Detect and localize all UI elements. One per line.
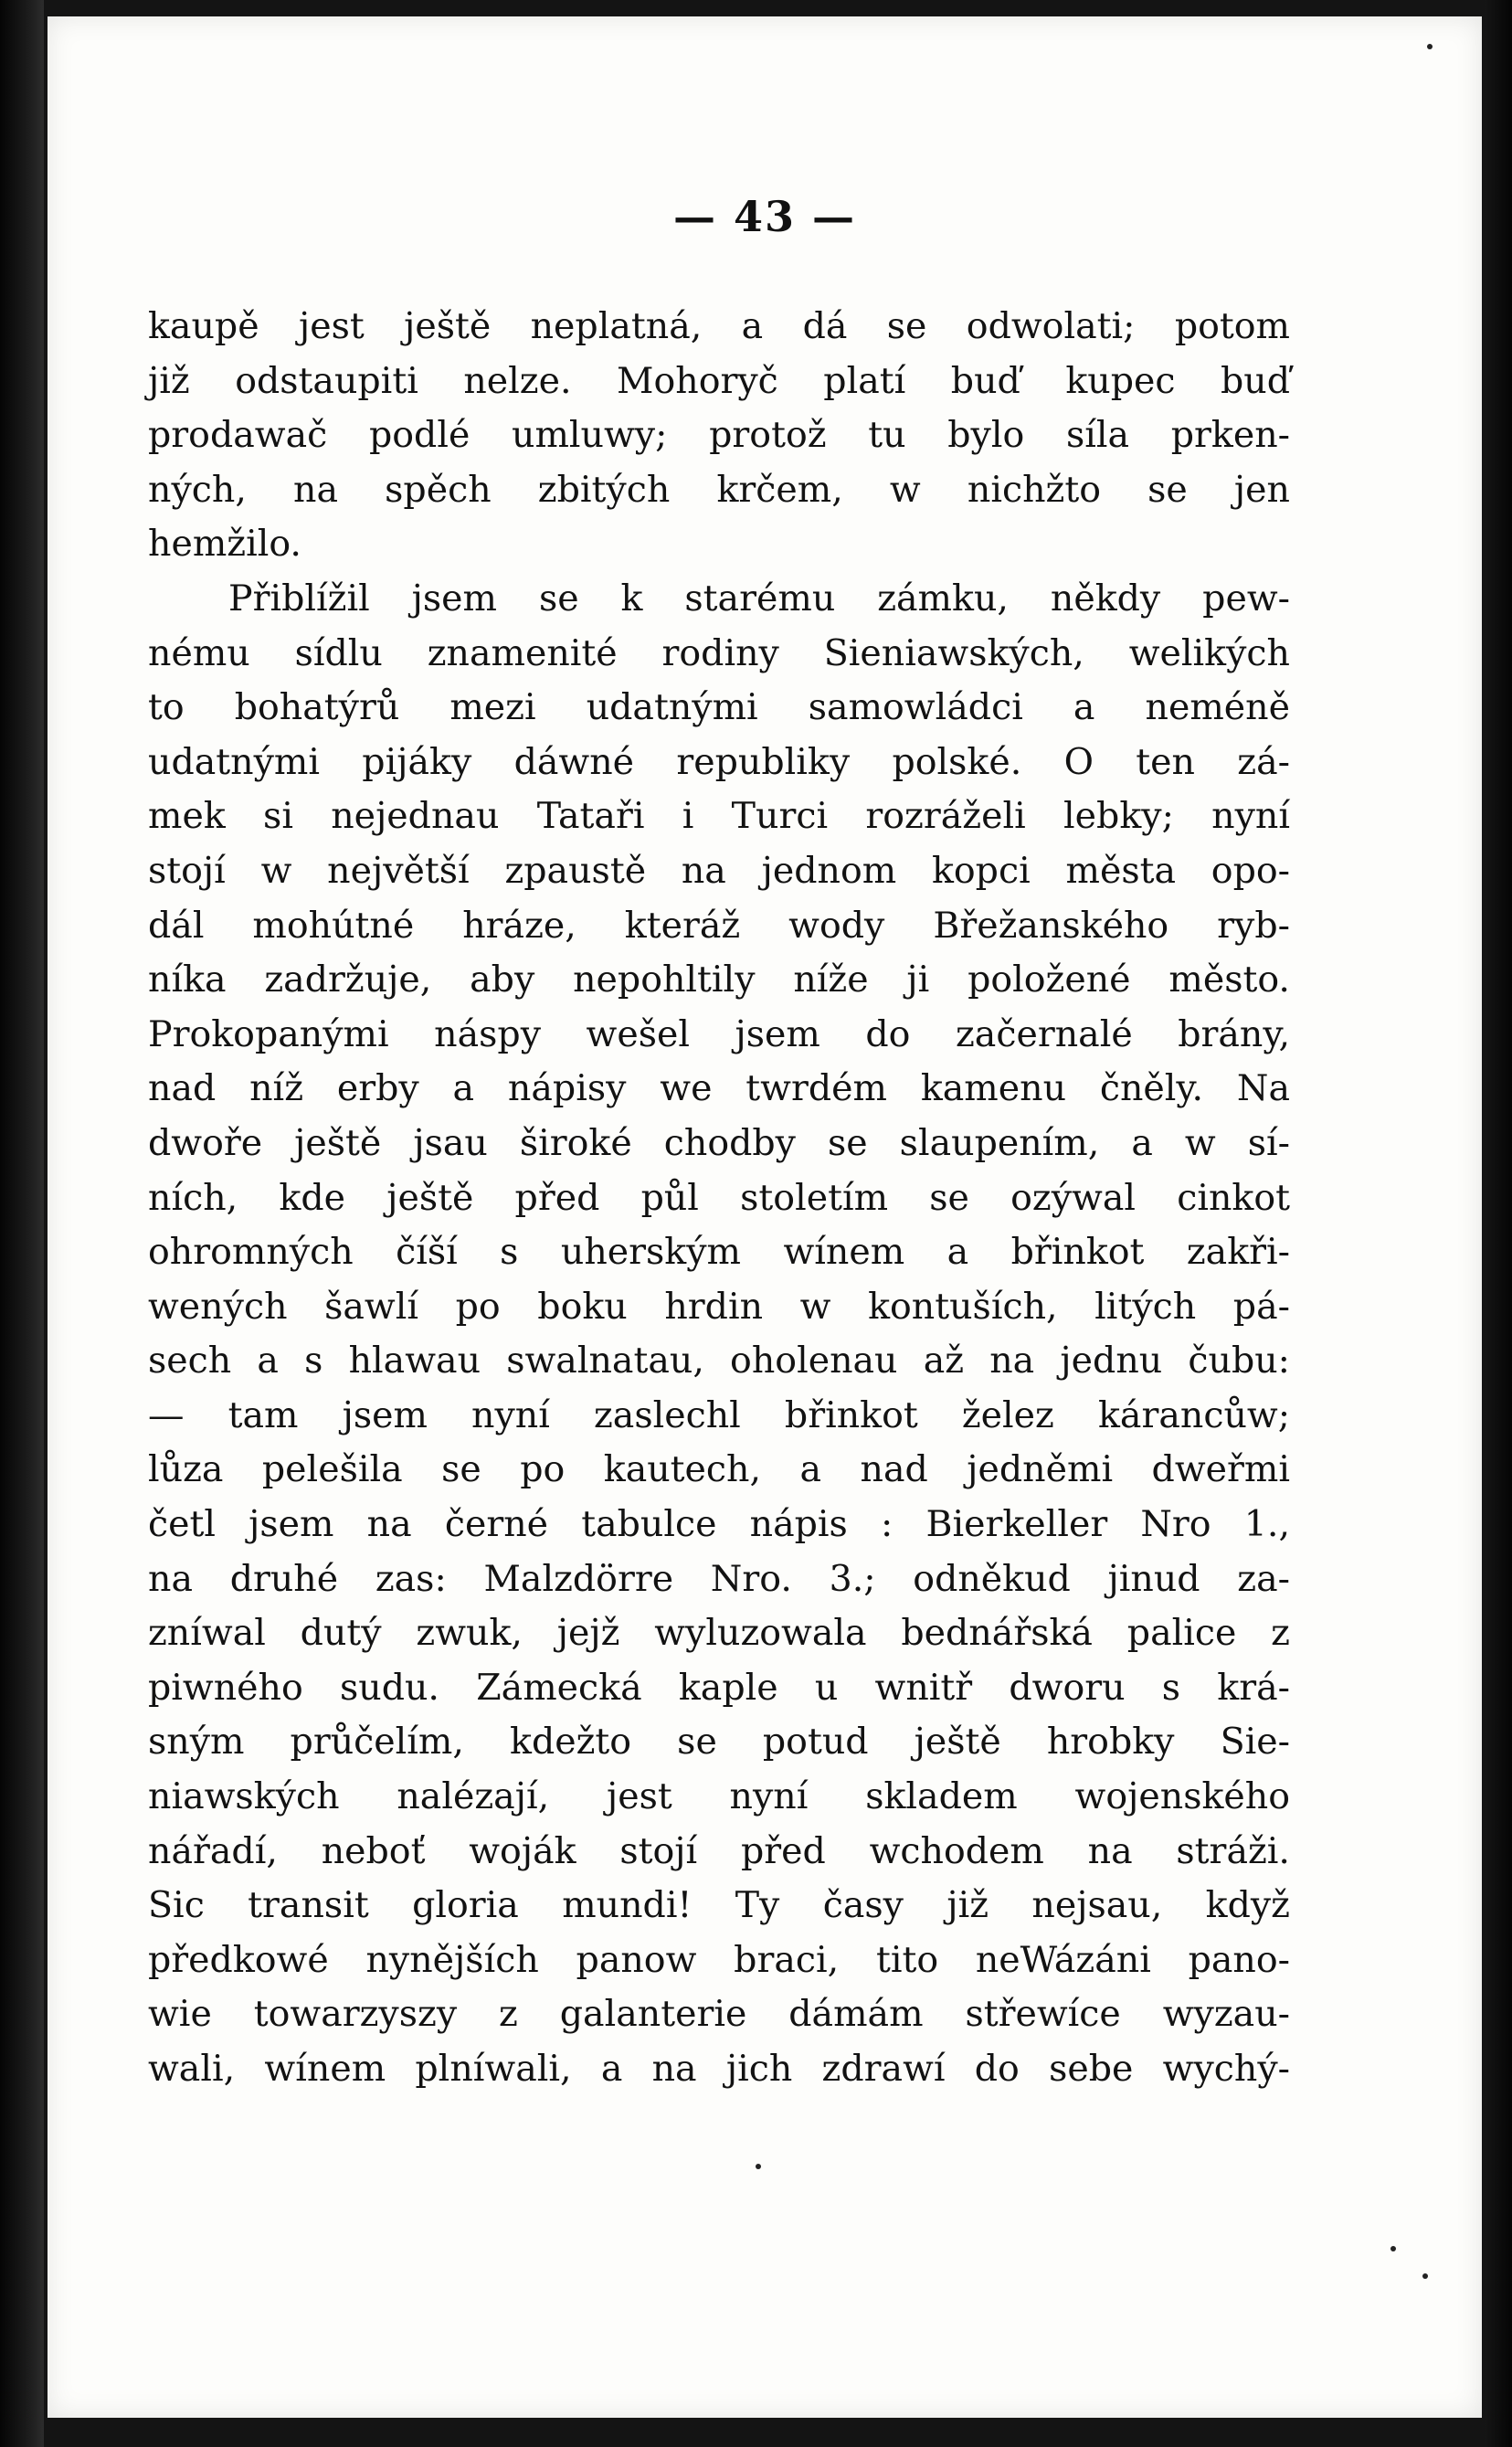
text-line: sným průčelím, kdežto se potud ještě hrobky Sie- xyxy=(148,1721,1290,1764)
text-line: Sic transit gloria mundi! Ty časy již nejsau, když xyxy=(148,1884,1290,1927)
paragraph-start-line: Přiblížil jsem se k starému zámku, někdy pew- xyxy=(228,577,1290,620)
text-line: to bohatýrů mezi udatnými samowládci a neméně xyxy=(148,686,1290,729)
page-number: — 43 — xyxy=(672,192,857,241)
body-text xyxy=(148,300,1290,2097)
text-line: níka zadržuje, aby nepohltily níže ji položené město. xyxy=(148,959,1290,1001)
text-line: ných, na spěch zbitých krčem, w nichžto se jen xyxy=(148,468,1290,511)
text-line: na druhé zas: Malzdörre Nro. 3.; odněkud jinud za- xyxy=(148,1557,1290,1600)
text-line: sech a s hlawau swalnatau, oholenau až na jednu čubu: xyxy=(148,1340,1290,1382)
book-page xyxy=(48,16,1482,2418)
text-line: nářadí, neboť woják stojí před wchodem na stráži. xyxy=(148,1829,1290,1872)
text-line: udatnými pijáky dáwné republiky polské. O ten zá- xyxy=(148,740,1290,783)
text-line: wených šawlí po boku hrdin w kontuších, litých pá- xyxy=(148,1285,1290,1328)
text-line: již odstaupiti nelze. Mohoryč platí buď kupec buď xyxy=(148,359,1290,402)
book-spine-edge xyxy=(0,0,44,2447)
scan-speck xyxy=(1422,2273,1428,2279)
text-line: četl jsem na černé tabulce nápis : Bierkeller Nro 1., xyxy=(148,1503,1290,1546)
text-line: nému sídlu znamenité rodiny Sieniawských, welikých xyxy=(148,631,1290,674)
text-line: lůza pelešila se po kautech, a nad jedněmi dweřmi xyxy=(148,1448,1290,1491)
scan-right-edge xyxy=(1485,0,1512,2447)
scan-speck xyxy=(1427,44,1433,49)
text-line: piwného sudu. Zámecká kaple u wnitř dworu s krá- xyxy=(148,1666,1290,1709)
text-line: Prokopanými náspy wešel jsem do začernalé brány, xyxy=(148,1012,1290,1055)
text-line: stojí w největší zpaustě na jednom kopci města opo- xyxy=(148,849,1290,892)
text-line: ohromných číší s uherským wínem a břinkot zakři- xyxy=(148,1231,1290,1274)
text-line: wie towarzyszy z galanterie dámám střewíce wyzau- xyxy=(148,1993,1290,2036)
text-line: wali, wínem plníwali, a na jich zdrawí do sebe wychý- xyxy=(148,2048,1290,2090)
text-line: zníwal dutý zwuk, jejž wyluzowala bednářská palice z xyxy=(148,1612,1290,1655)
text-line: ních, kde ještě před půl stoletím se ozýwal cinkot xyxy=(148,1176,1290,1219)
text-line: dwoře ještě jsau široké chodby se slaupením, a w sí- xyxy=(148,1121,1290,1164)
text-line: — tam jsem nyní zaslechl břinkot želez kárancůw; xyxy=(148,1393,1290,1436)
text-line: prodawač podlé umluwy; protož tu bylo síla prken- xyxy=(148,414,1290,457)
text-line: dál mohútné hráze, kteráž wody Břežanského ryb- xyxy=(148,904,1290,947)
text-line: niawských nalézají, jest nyní skladem wojenského xyxy=(148,1775,1290,1818)
text-line: předkowé nynějších panow braci, tito neWázáni pano- xyxy=(148,1938,1290,1981)
text-line: nad níž erby a nápisy we twrdém kamenu čněly. Na xyxy=(148,1067,1290,1110)
text-line: mek si nejednau Tataři i Turci rozráželi lebky; nyní xyxy=(148,795,1290,838)
text-line: kaupě jest ještě neplatná, a dá se odwolati; potom xyxy=(148,305,1290,347)
scan-speck xyxy=(1390,2246,1396,2251)
scan-speck xyxy=(756,2164,761,2169)
text-line: hemžilo. xyxy=(148,523,301,566)
